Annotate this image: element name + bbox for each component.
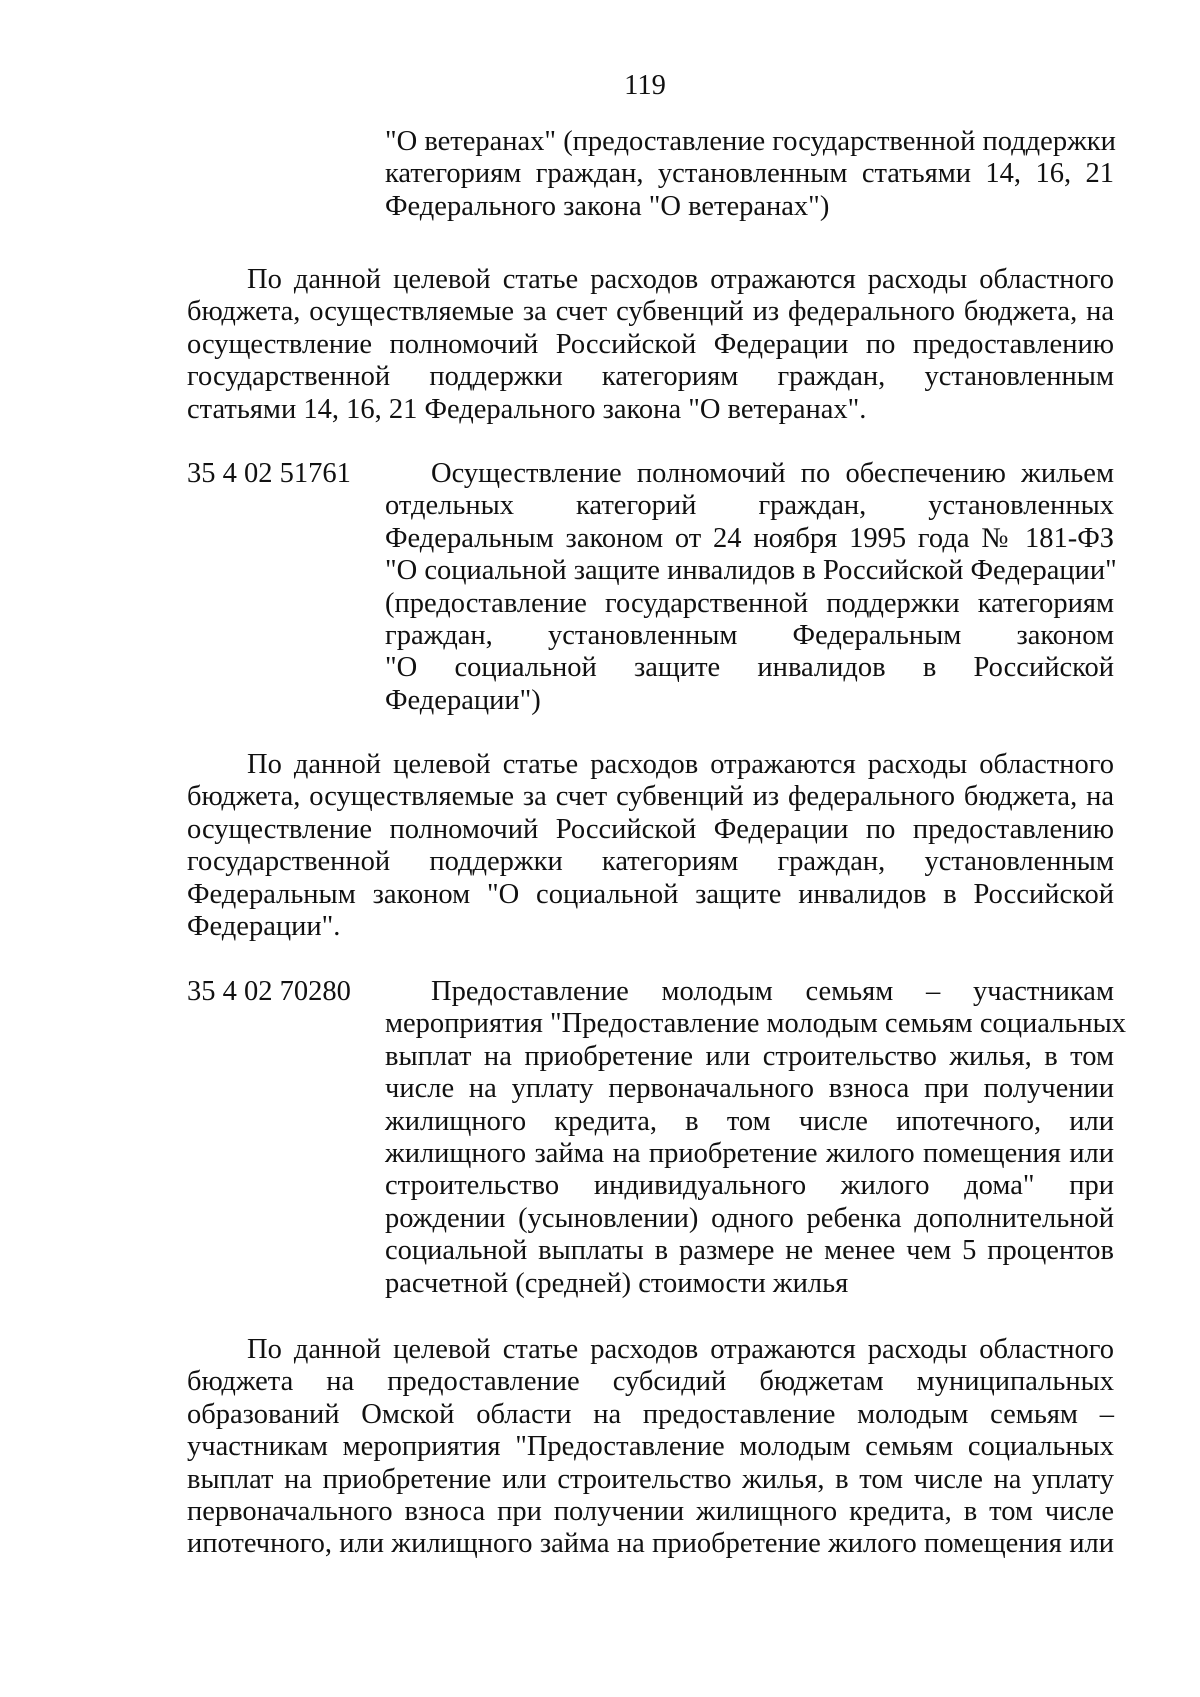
text-line: По данной целевой статье расходов отражаются расходы областного <box>247 749 1114 780</box>
text-line: По данной целевой статье расходов отражаются расходы областного <box>247 1334 1114 1365</box>
text-line: категориям граждан, установленным статьями 14, 16, 21 <box>385 158 1114 190</box>
entry-description <box>385 976 1127 1300</box>
text-line: бюджета, осуществляемые за счет субвенций из федерального бюджета, на <box>187 781 1114 813</box>
text-line: Федеральным законом "О социальной защите инвалидов в Российской <box>187 878 1114 910</box>
page-number: 119 <box>624 70 666 101</box>
text-line: бюджета на предоставление субсидий бюджетам муниципальных <box>187 1366 1114 1398</box>
text-line: жилищного кредита, в том числе ипотечного, или <box>385 1105 1114 1137</box>
text-line: По данной целевой статье расходов отражаются расходы областного <box>247 264 1114 295</box>
text-line: осуществление полномочий Российской Федерации по предоставлению <box>187 328 1114 360</box>
entry-description <box>385 458 1117 717</box>
text-line: Осуществление полномочий по обеспечению жильем <box>431 458 1114 489</box>
text-line: осуществление полномочий Российской Федерации по предоставлению <box>187 813 1114 845</box>
text-line: выплат на приобретение или строительство жилья, в том <box>385 1040 1114 1072</box>
text-line: строительство индивидуального жилого дома" при <box>385 1170 1114 1202</box>
text-line: участникам мероприятия "Предоставление молодым семьям социальных <box>187 1431 1114 1463</box>
text-line: ипотечного, или жилищного займа на приобретение жилого помещения или <box>187 1528 1114 1560</box>
text-line: государственной поддержки категориям граждан, установленным <box>187 361 1114 393</box>
expense-explanation-paragraph <box>187 264 1114 426</box>
text-line: (предоставление государственной поддержки категориям <box>385 587 1114 619</box>
text-line: статьями 14, 16, 21 Федерального закона "О ветеранах". <box>187 393 867 425</box>
text-line: "О социальной защите инвалидов в Российской Федерации" <box>385 555 1117 587</box>
text-line: числе на уплату первоначального взноса при получении <box>385 1073 1114 1105</box>
text-line: Федерального закона "О ветеранах") <box>385 190 830 222</box>
text-line: выплат на приобретение или строительство жилья, в том числе на уплату <box>187 1463 1114 1495</box>
text-line: Федерации". <box>187 911 341 943</box>
text-line: Федеральным законом от 24 ноября 1995 года № 181-ФЗ <box>385 522 1114 554</box>
budget-code: 35 4 02 70280 <box>187 976 351 1007</box>
text-line: государственной поддержки категориям граждан, установленным <box>187 846 1114 878</box>
text-line: Федерации") <box>385 684 541 716</box>
text-line: мероприятия "Предоставление молодым семьям социальных <box>385 1008 1127 1040</box>
continuation-description <box>385 126 1114 223</box>
text-line: Предоставление молодым семьям – участникам <box>431 976 1114 1007</box>
expense-explanation-paragraph <box>187 1334 1114 1561</box>
text-line: жилищного займа на приобретение жилого помещения или <box>385 1138 1114 1170</box>
budget-code: 35 4 02 51761 <box>187 458 351 489</box>
text-line: образований Омской области на предоставление молодым семьям – <box>187 1398 1114 1430</box>
text-line: "О социальной защите инвалидов в Российской <box>385 652 1114 684</box>
text-line: социальной выплаты в размере не менее чем 5 процентов <box>385 1235 1114 1267</box>
text-line: отдельных категорий граждан, установленных <box>385 490 1114 522</box>
text-line: граждан, установленным Федеральным законом <box>385 620 1114 652</box>
text-line: бюджета, осуществляемые за счет субвенций из федерального бюджета, на <box>187 296 1114 328</box>
text-line: первоначального взноса при получении жилищного кредита, в том числе <box>187 1496 1114 1528</box>
text-line: расчетной (средней) стоимости жилья <box>385 1267 849 1299</box>
text-line: рождении (усыновлении) одного ребенка дополнительной <box>385 1202 1114 1234</box>
text-line: "О ветеранах" (предоставление государственной поддержки <box>385 126 1116 157</box>
expense-explanation-paragraph <box>187 749 1114 943</box>
